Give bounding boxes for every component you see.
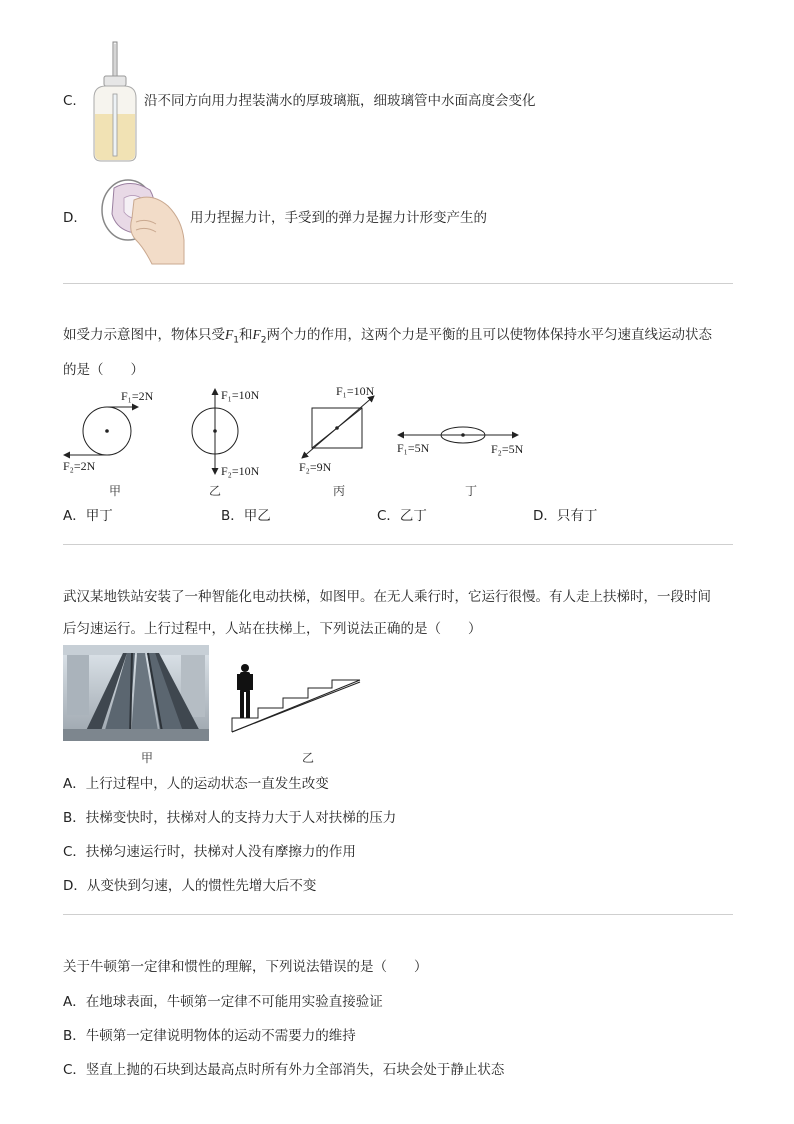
caption-jia: 甲	[109, 484, 122, 498]
option-d-text: 用力捏握力计，手受到的弹力是握力计形变产生的	[190, 210, 487, 226]
q2-stem-line1: 武汉某地铁站安装了一种智能化电动扶梯，如图甲。在无人乘行时，它运行很慢。有人走上扶梯时，一段时间	[63, 589, 711, 605]
escalator-diagram	[228, 660, 364, 736]
q1-option-d[interactable]: D．只有丁	[533, 508, 598, 524]
q3-stem: 关于牛顿第一定律和惯性的理解，下列说法错误的是（ ）	[63, 959, 428, 975]
q2-option-a[interactable]: A．上行过程中，人的运动状态一直发生改变	[63, 776, 329, 792]
section-divider	[63, 914, 733, 915]
bing-f2-label: F₂=9N	[299, 460, 332, 474]
q3-option-c[interactable]: C．竖直上抛的石块到达最高点时所有外力全部消失，石块会处于静止状态	[63, 1062, 505, 1078]
q1-option-b[interactable]: B．甲乙	[221, 508, 271, 524]
bing-f1-label: F₁=10N	[336, 384, 375, 398]
q3-option-a[interactable]: A．在地球表面，牛顿第一定律不可能用实验直接验证	[63, 994, 383, 1010]
q1-option-c[interactable]: C．乙丁	[377, 508, 427, 524]
caption-ding: 丁	[465, 484, 478, 498]
q2-stem-line2: 后匀速运行。上行过程中，人站在扶梯上，下列说法正确的是（ ）	[63, 621, 482, 637]
caption-escalator-jia: 甲	[141, 751, 154, 765]
q2-option-b[interactable]: B．扶梯变快时，扶梯对人的支持力大于人对扶梯的压力	[63, 810, 397, 826]
yi-f1-label: F₁=10N	[221, 388, 260, 402]
ding-f1-label: F₁=5N	[397, 441, 430, 455]
grip-dynamometer-illustration	[94, 170, 186, 266]
caption-yi: 乙	[209, 484, 222, 498]
caption-bing: 丙	[333, 484, 346, 498]
section-divider	[63, 544, 733, 545]
option-d-letter: D.	[63, 210, 78, 226]
option-c-text: 沿不同方向用力捏装满水的厚玻璃瓶，细玻璃管中水面高度会变化	[144, 93, 536, 109]
section-divider	[63, 283, 733, 284]
q1-stem-line1: 如受力示意图中，物体只受$F_1$和$F_2$两个力的作用，这两个力是平衡的且可以使物体保持水平匀速直线运动状态	[63, 327, 712, 346]
jia-f1-label: F₁=2N	[121, 389, 154, 403]
caption-escalator-yi: 乙	[302, 751, 315, 765]
q1-stem-line2: 的是（ ）	[63, 362, 144, 378]
q3-option-b[interactable]: B．牛顿第一定律说明物体的运动不需要力的维持	[63, 1028, 356, 1044]
option-c-letter: C.	[63, 93, 77, 109]
escalator-photo	[63, 645, 209, 741]
q1-option-a[interactable]: A．甲丁	[63, 508, 113, 524]
q2-option-c[interactable]: C．扶梯匀速运行时，扶梯对人没有摩擦力的作用	[63, 844, 356, 860]
bottle-illustration	[86, 40, 144, 164]
jia-f2-label: F₂=2N	[63, 459, 96, 473]
q2-option-d[interactable]: D．从变快到匀速，人的惯性先增大后不变	[63, 878, 317, 894]
ding-f2-label: F₂=5N	[491, 442, 524, 456]
yi-f2-label: F₂=10N	[221, 464, 260, 478]
